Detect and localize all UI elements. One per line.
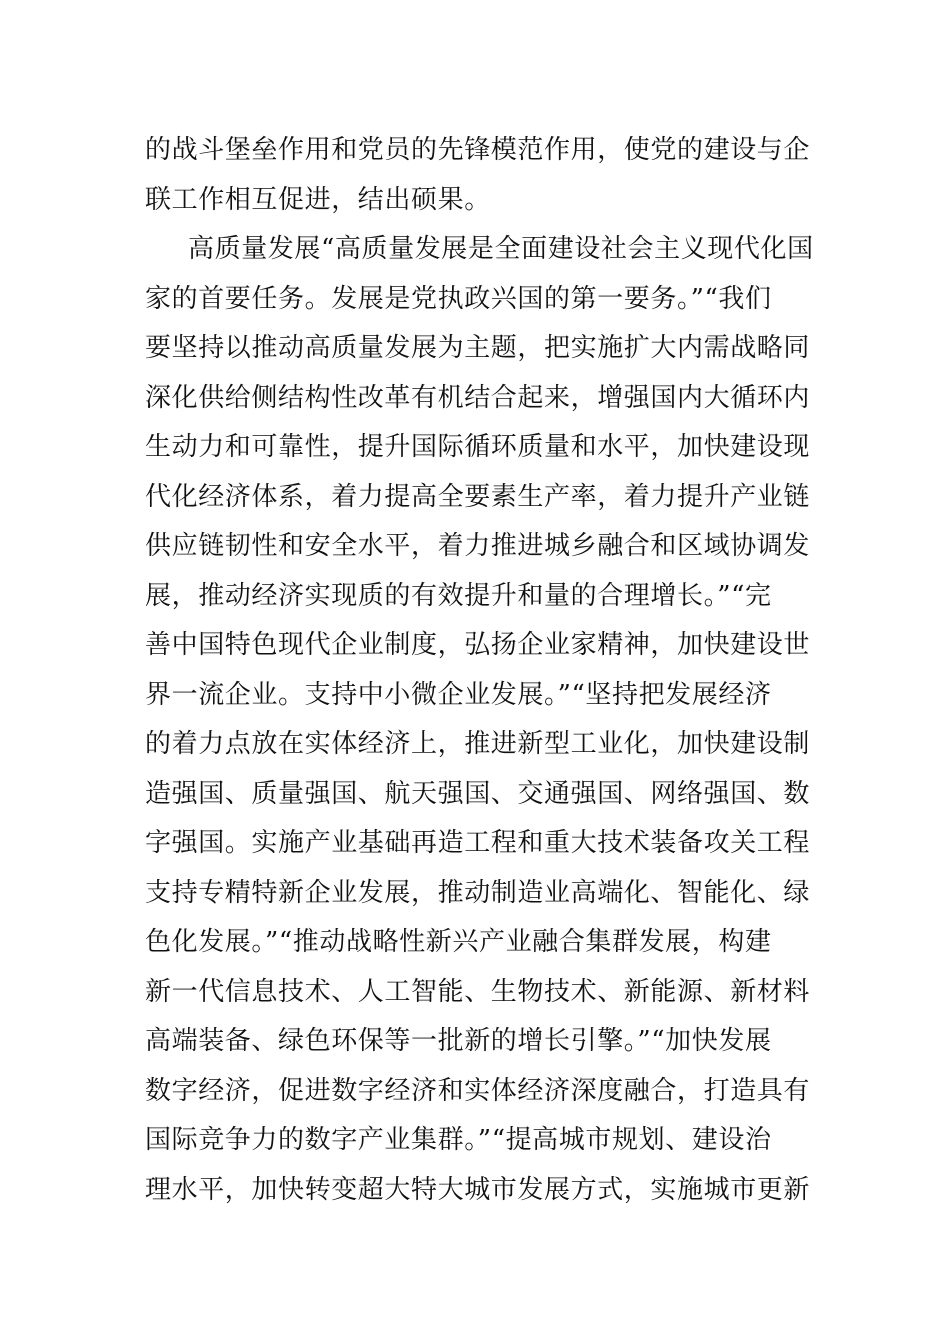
text-line: 供应链韧性和安全水平，着力推进城乡融合和区域协调发	[145, 531, 811, 561]
text-line: 界一流企业。支持中小微企业发展。”“坚持把发展经济	[145, 679, 772, 710]
text-line: 生动力和可靠性，提升国际循环质量和水平，加快建设现	[145, 432, 811, 462]
text-line: 代化经济体系，着力提高全要素生产率，着力提升产业链	[145, 481, 811, 512]
text-line: 高端装备、绿色环保等一批新的增长引擎。”“加快发展	[145, 1026, 772, 1056]
text-line: 国际竞争力的数字产业集群。”“提高城市规划、建设治	[145, 1125, 772, 1155]
text-line: 字强国。实施产业基础再造工程和重大技术装备攻关工程	[145, 828, 811, 858]
text-line: 深化供给侧结构性改革有机结合起来，增强国内大循环内	[145, 382, 811, 413]
paragraph-start-line: 高质量发展“高质量发展是全面建设社会主义现代化国	[188, 234, 814, 264]
text-line: 要坚持以推动高质量发展为主题，把实施扩大内需战略同	[145, 333, 811, 363]
body-text	[145, 126, 814, 1215]
text-line: 善中国特色现代企业制度，弘扬企业家精神，加快建设世	[145, 630, 811, 660]
text-line: 联工作相互促进，结出硕果。	[145, 184, 491, 215]
text-line: 的战斗堡垒作用和党员的先锋模范作用，使党的建设与企	[145, 135, 811, 165]
text-line: 家的首要任务。发展是党执政兴国的第一要务。”“我们	[145, 283, 772, 314]
text-line: 色化发展。”“推动战略性新兴产业融合集群发展，构建	[145, 927, 772, 957]
text-line: 展，推动经济实现质的有效提升和量的合理增长。”“完	[145, 580, 772, 611]
text-line: 新一代信息技术、人工智能、生物技术、新能源、新材料	[145, 976, 811, 1007]
text-line: 理水平，加快转变超大特大城市发展方式，实施城市更新	[145, 1174, 811, 1205]
text-line: 数字经济，促进数字经济和实体经济深度融合，打造具有	[145, 1075, 811, 1106]
text-line: 造强国、质量强国、航天强国、交通强国、网络强国、数	[145, 778, 811, 809]
text-line: 支持专精特新企业发展，推动制造业高端化、智能化、绿	[145, 877, 811, 908]
text-line: 的着力点放在实体经济上，推进新型工业化，加快建设制	[145, 729, 811, 759]
